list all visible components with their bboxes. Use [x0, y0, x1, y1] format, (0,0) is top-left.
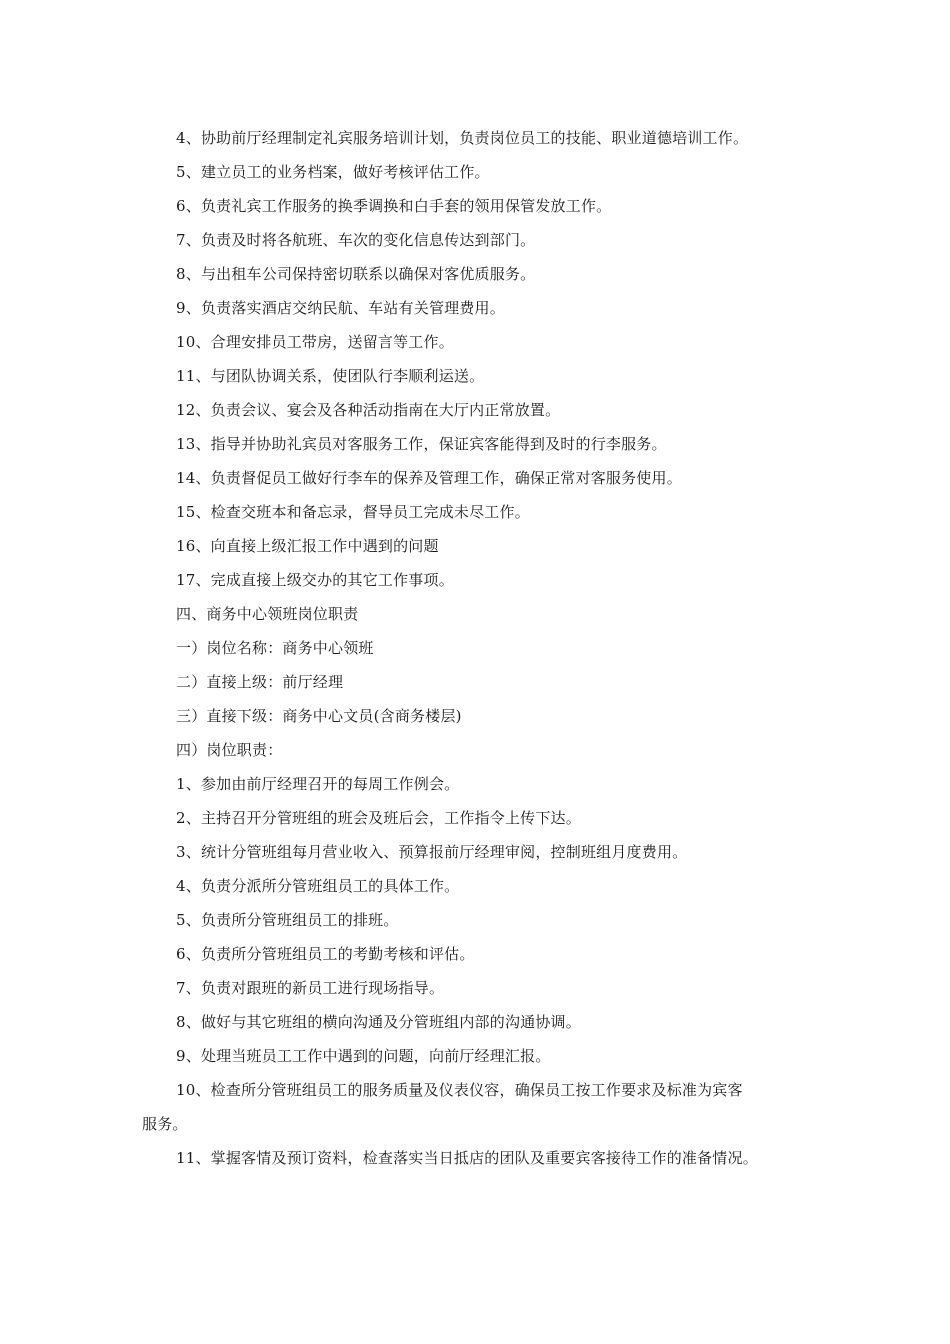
list-item: 4、协助前厅经理制定礼宾服务培训计划，负责岗位员工的技能、职业道德培训工作。: [176, 129, 749, 147]
job-title-line: 一）岗位名称：商务中心领班: [176, 639, 374, 657]
subordinate-line: 三）直接下级：商务中心文员(含商务楼层): [176, 707, 462, 725]
list-item: 5、负责所分管班组员工的排班。: [176, 911, 399, 929]
list-item: 10、合理安排员工带房，送留言等工作。: [176, 333, 454, 351]
superior-line: 二）直接上级：前厅经理: [176, 673, 344, 691]
list-item: 11、与团队协调关系，使团队行李顺利运送。: [176, 367, 485, 385]
list-item: 8、做好与其它班组的横向沟通及分管班组内部的沟通协调。: [176, 1013, 581, 1031]
list-item: 12、负责会议、宴会及各种活动指南在大厅内正常放置。: [176, 401, 561, 419]
list-item: 14、负责督促员工做好行李车的保养及管理工作，确保正常对客服务使用。: [176, 469, 682, 487]
list-item: 9、负责落实酒店交纳民航、车站有关管理费用。: [176, 299, 505, 317]
list-item: 1、参加由前厅经理召开的每周工作例会。: [176, 775, 460, 793]
document-body: [142, 121, 810, 1175]
list-item: 8、与出租车公司保持密切联系以确保对客优质服务。: [176, 265, 536, 283]
list-item-wrapped-first: 10、检查所分管班组员工的服务质量及仪表仪容，确保员工按工作要求及标准为宾客: [176, 1081, 743, 1099]
list-item: 3、统计分管班组每月营业收入、预算报前厅经理审阅，控制班组月度费用。: [176, 843, 688, 861]
list-item: 9、处理当班员工工作中遇到的问题，向前厅经理汇报。: [176, 1047, 551, 1065]
list-item: 17、完成直接上级交办的其它工作事项。: [176, 571, 454, 589]
section-heading: 四、商务中心领班岗位职责: [176, 605, 359, 623]
list-item: 7、负责及时将各航班、车次的变化信息传达到部门。: [176, 231, 536, 249]
list-item-wrapped-continuation: 服务。: [142, 1115, 188, 1133]
duties-heading: 四）岗位职责：: [176, 741, 283, 759]
list-item: 2、主持召开分管班组的班会及班后会，工作指令上传下达。: [176, 809, 581, 827]
list-item: 5、建立员工的业务档案，做好考核评估工作。: [176, 163, 490, 181]
list-item: 11、掌握客情及预订资料，检查落实当日抵店的团队及重要宾客接待工作的准备情况。: [176, 1149, 758, 1167]
list-item: 6、负责所分管班组员工的考勤考核和评估。: [176, 945, 475, 963]
list-item: 15、检查交班本和备忘录，督导员工完成未尽工作。: [176, 503, 530, 521]
list-item: 7、负责对跟班的新员工进行现场指导。: [176, 979, 445, 997]
list-item: 13、指导并协助礼宾员对客服务工作，保证宾客能得到及时的行李服务。: [176, 435, 667, 453]
list-item: 4、负责分派所分管班组员工的具体工作。: [176, 877, 460, 895]
list-item: 6、负责礼宾工作服务的换季调换和白手套的领用保管发放工作。: [176, 197, 612, 215]
list-item: 16、向直接上级汇报工作中遇到的问题: [176, 537, 439, 555]
